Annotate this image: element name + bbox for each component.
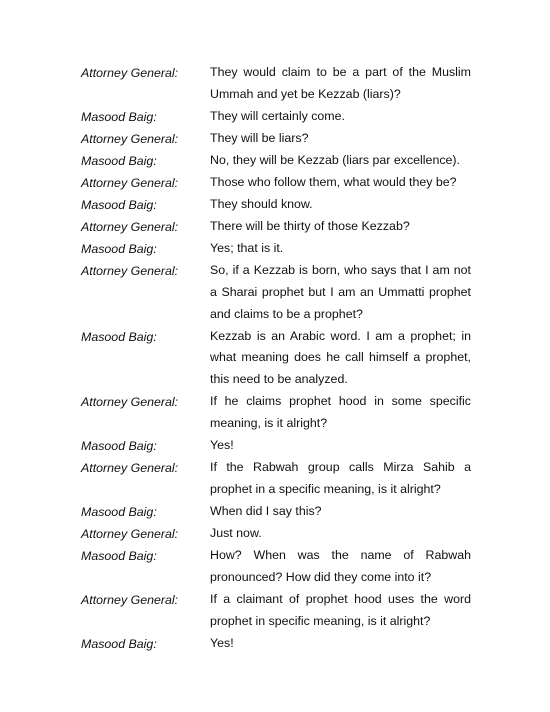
dialogue-entry (81, 523, 471, 545)
dialogue-entry (81, 238, 471, 260)
dialogue-text: Yes! (210, 635, 234, 650)
speaker-name: Masood Baig: (81, 329, 157, 344)
speaker-name: Attorney General: (81, 395, 179, 410)
dialogue-text: No, they will be Kezzab (liars par excellence). (210, 152, 460, 167)
dialogue-entry (81, 391, 471, 435)
speaker-name: Attorney General: (81, 175, 179, 190)
speaker-name: Attorney General: (81, 219, 179, 234)
dialogue-entry (81, 589, 471, 633)
speaker-name: Masood Baig: (81, 109, 157, 124)
dialogue-text: Kezzab is an Arabic word. I am a prophet; in what meaning does he call himself a prophet, this need to be analyzed. (210, 328, 471, 387)
dialogue-entry (81, 326, 471, 392)
speaker-name: Masood Baig: (81, 241, 157, 256)
speaker-name: Masood Baig: (81, 504, 157, 519)
speaker-name: Attorney General: (81, 131, 179, 146)
dialogue-text: They should know. (210, 196, 313, 211)
dialogue-entry (81, 216, 471, 238)
speaker-name: Masood Baig: (81, 548, 157, 563)
speaker-name: Attorney General: (81, 263, 179, 278)
dialogue-text: If the Rabwah group calls Mirza Sahib a prophet in a specific meaning, is it alright? (210, 460, 471, 496)
dialogue-text: So, if a Kezzab is born, who says that I am not a Sharai prophet but I am an Ummatti prophet and claims to be a prophet? (210, 262, 471, 321)
dialogue-entry (81, 106, 471, 128)
dialogue-entry (81, 633, 471, 655)
dialogue-entry (81, 457, 471, 501)
dialogue-text: Just now. (210, 525, 262, 540)
dialogue-entry (81, 545, 471, 589)
dialogue-entry (81, 62, 471, 106)
speaker-name: Attorney General: (81, 66, 179, 80)
dialogue-entry (81, 260, 471, 326)
dialogue-entry (81, 501, 471, 523)
speaker-name: Masood Baig: (81, 197, 157, 212)
dialogue-entry (81, 194, 471, 216)
speaker-name: Masood Baig: (81, 636, 157, 651)
dialogue-entry (81, 150, 471, 172)
speaker-name: Masood Baig: (81, 153, 157, 168)
dialogue-text: There will be thirty of those Kezzab? (210, 218, 410, 233)
dialogue-text: Yes; that is it. (210, 240, 284, 255)
dialogue-text: They will certainly come. (210, 108, 345, 123)
transcript (81, 62, 471, 655)
speaker-name: Masood Baig: (81, 439, 157, 454)
dialogue-entry (81, 435, 471, 457)
dialogue-text: They would claim to be a part of the Muslim Ummah and yet be Kezzab (liars)? (210, 65, 471, 101)
dialogue-entry (81, 172, 471, 194)
speaker-name: Attorney General: (81, 592, 179, 607)
speaker-name: Attorney General: (81, 526, 179, 541)
dialogue-text: How? When was the name of Rabwah pronounced? How did they come into it? (210, 547, 471, 584)
dialogue-text: Those who follow them, what would they be? (210, 174, 457, 189)
dialogue-text: If a claimant of prophet hood uses the word prophet in specific meaning, is it alright? (210, 591, 471, 628)
dialogue-entry (81, 128, 471, 150)
dialogue-text: They will be liars? (210, 130, 309, 145)
speaker-name: Attorney General: (81, 461, 179, 476)
dialogue-text: Yes! (210, 438, 234, 453)
dialogue-text: When did I say this? (210, 503, 322, 518)
dialogue-text: If he claims prophet hood in some specific meaning, is it alright? (210, 394, 471, 431)
